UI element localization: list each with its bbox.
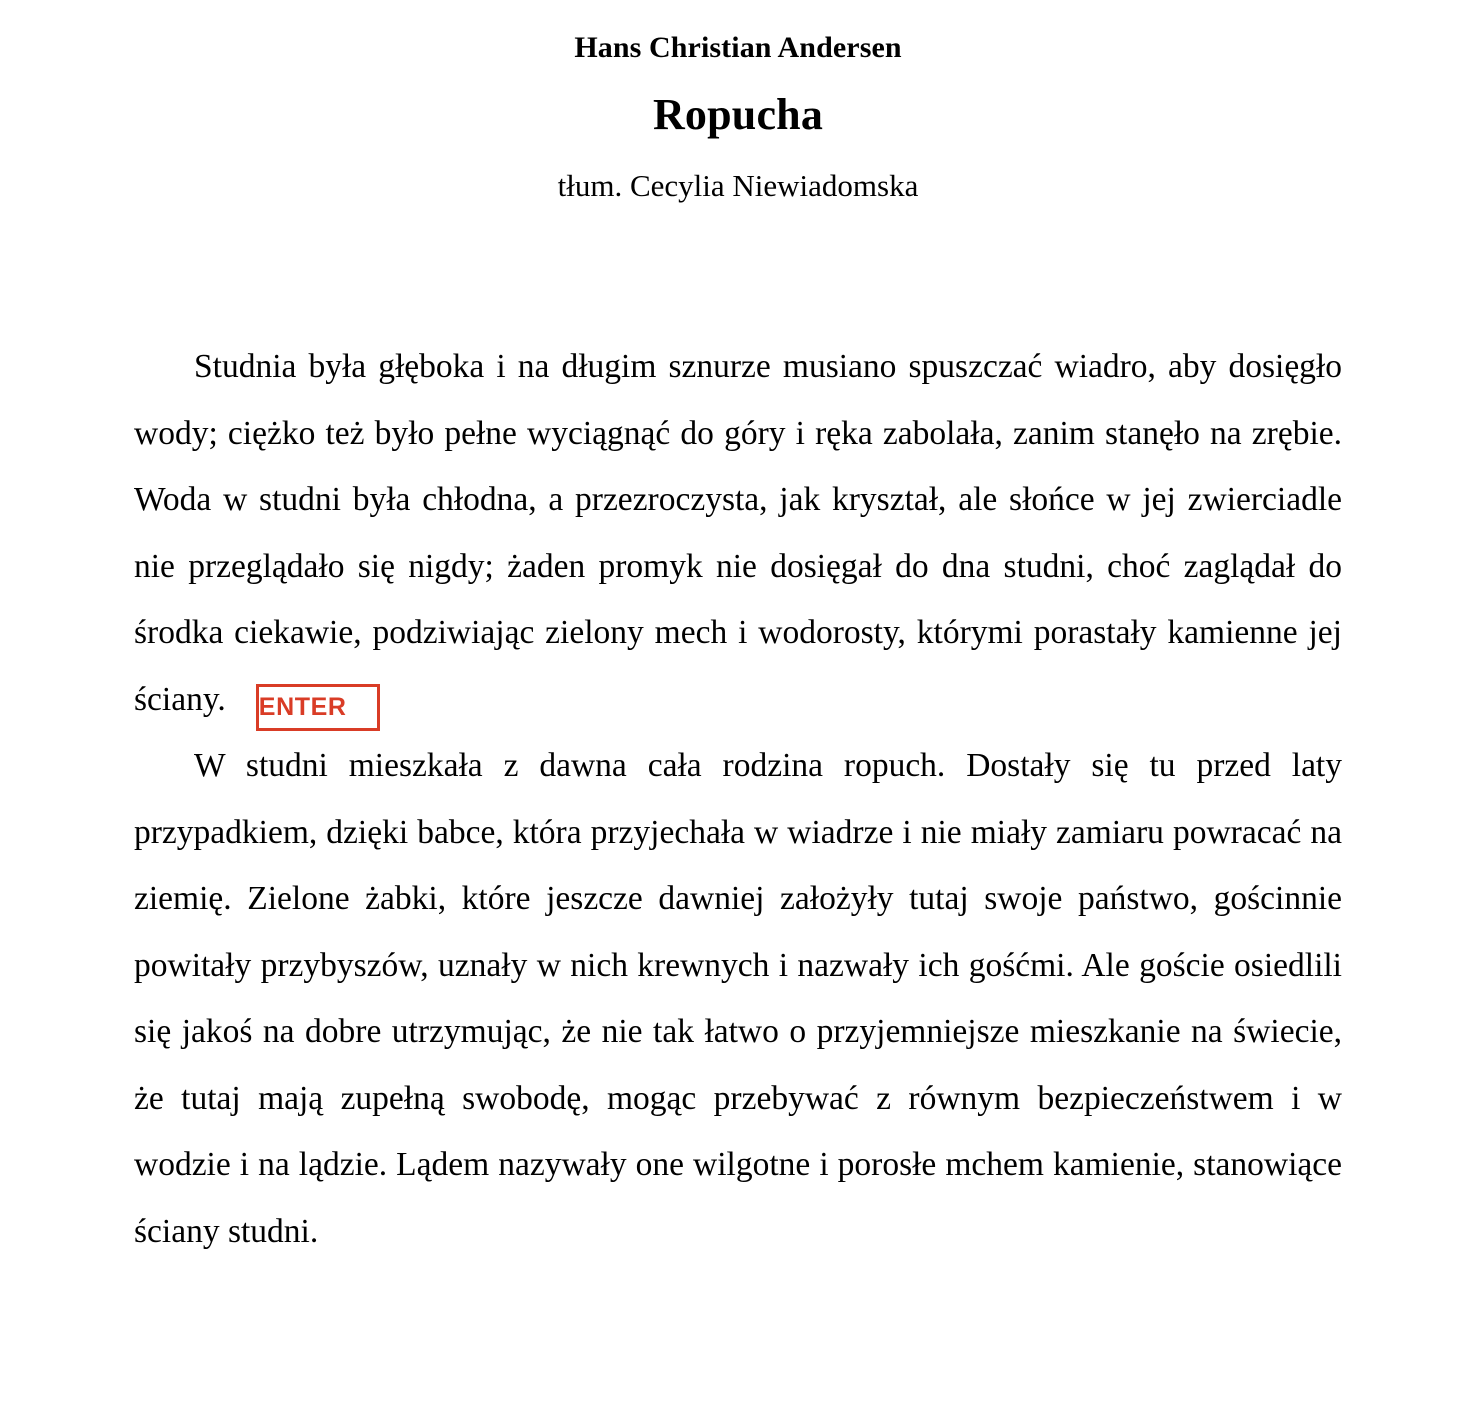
- paragraph-2: [134, 733, 1342, 1265]
- paragraph-1: [134, 334, 1342, 733]
- enter-button[interactable]: ENTER: [256, 684, 380, 731]
- document-body: [134, 208, 1342, 1265]
- translator-credit: tłum. Cecylia Niewiadomska: [557, 168, 919, 203]
- document-header: [0, 0, 1476, 208]
- page-title: Ropucha: [652, 90, 824, 139]
- paragraph-1-text: Studnia była głęboka i na długim sznurze musiano spuszczać wiadro, aby dosięgło wody; ciężko też było pełne wyciągnąć do góry i ręka zabolała, zanim stanęło na zrębie. Woda w studni była chłodna, a przezroczysta, jak kryształ, ale słońce w jej zwierciadle nie przeglądało się nigdy; żaden promyk nie dosięgał do dna studni, choć zaglądał do środka ciekawie, podziwiając zielony mech i wodorosty, którymi porastały kamienne jej ściany.: [134, 348, 1342, 718]
- author-name: Hans Christian Andersen: [574, 31, 902, 64]
- paragraph-2-text: W studni mieszkała z dawna cała rodzina ropuch. Dostały się tu przed laty przypadkiem, dzięki babce, która przyjechała w wiadrze i nie miały zamiaru powracać na ziemię. Zielone żabki, które jeszcze dawniej założyły tutaj swoje państwo, gościnnie powitały przybyszów, uznały w nich krewnych i nazwały ich gośćmi. Ale goście osiedlili się jakoś na dobre utrzymując, że nie tak łatwo o przyjemniejsze mieszkanie na świecie, że tutaj mają zupełną swobodę, mogąc przebywać z równym bezpieczeństwem i w wodzie i na lądzie. Lądem nazywały one wilgotne i porosłe mchem kamienie, stanowiące ściany studni.: [134, 747, 1342, 1250]
